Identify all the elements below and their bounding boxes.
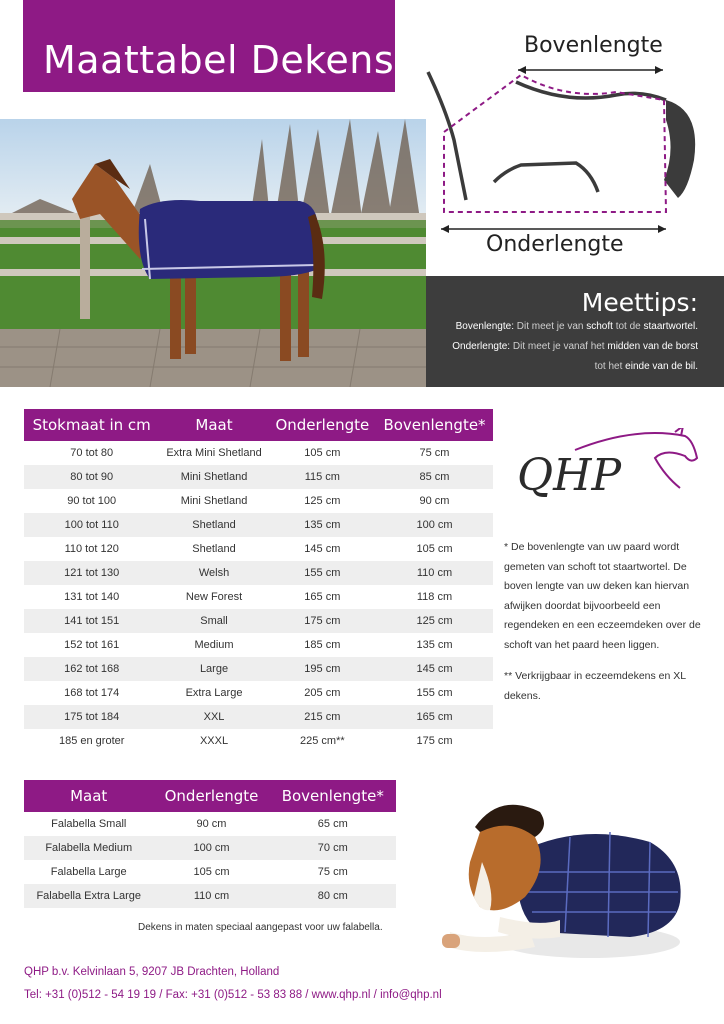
header-maat: Maat — [24, 780, 153, 812]
cell-maat: Extra Large — [185, 687, 243, 699]
tips-line-2 — [452, 341, 698, 352]
footnote-1: * De bovenlengte van uw paard wordt gemeten van schoft tot staartwortel. De boven lengte van uw deken kan hiervan afwijken doordat bijvoorbeeld een regendeken en een eczeemdeken over de schoft van het paard heen liggen. — [504, 541, 701, 651]
cell-maat: Falabella Medium — [24, 836, 153, 860]
cell-bovenlengte: 70 cm — [270, 836, 396, 860]
cell-onderlengte: 105 cm — [193, 866, 230, 878]
cell-bovenlengte: 80 cm — [270, 884, 396, 908]
footnote-2: ** Verkrijgbaar in eczeemdekens en XL dekens. — [504, 670, 686, 702]
size-table — [24, 409, 493, 753]
cell-onderlengte: 145 cm — [304, 543, 341, 555]
footnotes — [504, 538, 704, 718]
qhp-logo — [515, 428, 700, 498]
header-maat: Maat — [159, 409, 268, 441]
table-row — [24, 513, 493, 537]
tips-line-1-text-d: staartwortel. — [643, 321, 698, 332]
cell-stokmaat: 162 tot 168 — [24, 657, 159, 681]
tips-line-2-text-b: midden van de borst — [607, 341, 698, 352]
cell-onderlengte: 155 cm — [269, 561, 376, 585]
cell-maat: Mini Shetland — [159, 465, 268, 489]
cell-stokmaat: 110 tot 120 — [64, 543, 119, 555]
cell-maat: New Forest — [185, 591, 243, 603]
qhp-logo-text: QHP — [517, 450, 622, 498]
table-row — [24, 585, 493, 609]
header-bovenlengte: Bovenlengte* — [376, 409, 493, 441]
cell-stokmaat: 131 tot 140 — [64, 591, 120, 603]
table-row — [24, 657, 493, 681]
falabella-caption: Dekens in maten speciaal aangepast voor uw falabella. — [138, 922, 383, 933]
cell-stokmaat: 90 tot 100 — [67, 495, 117, 507]
tips-line-3 — [595, 361, 698, 372]
cell-stokmaat: 121 tot 130 — [24, 561, 159, 585]
plush-horse-image — [440, 792, 690, 962]
cell-onderlengte: 205 cm — [304, 687, 341, 699]
table-row — [24, 633, 493, 657]
table-row — [24, 836, 396, 860]
cell-bovenlengte: 90 cm — [419, 495, 450, 507]
cell-bovenlengte: 135 cm — [416, 639, 453, 651]
cell-bovenlengte: 85 cm — [376, 465, 493, 489]
cell-stokmaat: 141 tot 151 — [24, 609, 159, 633]
table-row — [24, 681, 493, 705]
cell-onderlengte: 110 cm — [153, 884, 269, 908]
tips-line-1-text-c: tot de — [615, 321, 641, 332]
falabella-table-header — [24, 780, 396, 812]
table-row — [24, 465, 493, 489]
cell-maat: Welsh — [159, 561, 268, 585]
header-onderlengte: Onderlengte — [269, 409, 376, 441]
footer-address: QHP b.v. Kelvinlaan 5, 9207 JB Drachten, Holland — [24, 966, 280, 978]
cell-onderlengte: 185 cm — [304, 639, 341, 651]
cell-maat: Small — [159, 609, 268, 633]
table-row — [24, 609, 493, 633]
cell-maat: Falabella Small — [51, 818, 127, 830]
falabella-table — [24, 780, 396, 908]
tips-line-3-text-a: tot het — [594, 361, 623, 372]
table-row — [24, 489, 493, 513]
cell-onderlengte: 225 cm** — [300, 735, 345, 747]
cell-maat: Medium — [194, 639, 234, 651]
cell-bovenlengte: 110 cm — [376, 561, 493, 585]
cell-bovenlengte: 100 cm — [376, 513, 493, 537]
cell-stokmaat: 100 tot 110 — [24, 513, 159, 537]
cell-maat: Mini Shetland — [180, 495, 248, 507]
measuring-tips-panel — [426, 276, 724, 387]
cell-onderlengte: 125 cm — [304, 495, 341, 507]
cell-maat: XXXL — [199, 735, 229, 747]
measurement-diagram — [426, 0, 724, 275]
cell-bovenlengte: 75 cm — [419, 447, 450, 459]
page-title: Maattabel Dekens — [43, 38, 395, 82]
cell-stokmaat: 152 tot 161 — [64, 639, 120, 651]
cell-bovenlengte: 175 cm — [416, 735, 453, 747]
header-stokmaat: Stokmaat in cm — [24, 409, 159, 441]
tips-line-3-text-b: einde van de bil. — [625, 361, 698, 372]
tips-line-1-text-a: Dit meet je van — [516, 321, 584, 332]
tips-title: Meettips: — [581, 288, 698, 317]
cell-onderlengte: 165 cm — [304, 591, 341, 603]
title-banner — [23, 0, 395, 92]
tips-line-1-text-b: schoft — [586, 321, 613, 332]
cell-bovenlengte: 155 cm — [416, 687, 453, 699]
size-table-header — [24, 409, 493, 441]
cell-onderlengte: 115 cm — [269, 465, 376, 489]
table-row — [24, 441, 493, 465]
cell-bovenlengte: 125 cm — [376, 609, 493, 633]
tips-line-2-label: Onderlengte: — [452, 341, 511, 352]
cell-onderlengte: 175 cm — [269, 609, 376, 633]
cell-stokmaat: 185 en groter — [58, 735, 125, 747]
cell-maat: Falabella Extra Large — [24, 884, 153, 908]
table-row — [24, 537, 493, 561]
cell-bovenlengte: 118 cm — [416, 591, 453, 603]
cell-stokmaat: 80 tot 90 — [24, 465, 159, 489]
cell-onderlengte: 90 cm — [196, 818, 227, 830]
header-bovenlengte: Bovenlengte* — [270, 780, 396, 812]
bottom-length-label: Onderlengte — [486, 232, 624, 257]
cell-onderlengte: 100 cm — [153, 836, 269, 860]
cell-onderlengte: 195 cm — [269, 657, 376, 681]
cell-bovenlengte: 145 cm — [376, 657, 493, 681]
cell-maat: Shetland — [159, 513, 268, 537]
cell-stokmaat: 168 tot 174 — [64, 687, 120, 699]
cell-bovenlengte: 165 cm — [376, 705, 493, 729]
table-row — [24, 884, 396, 908]
cell-bovenlengte: 65 cm — [317, 818, 348, 830]
table-row — [24, 561, 493, 585]
header-onderlengte: Onderlengte — [153, 780, 269, 812]
cell-onderlengte: 135 cm — [269, 513, 376, 537]
horse-photo — [0, 119, 426, 387]
tips-line-1-label: Bovenlengte: — [455, 321, 514, 332]
cell-bovenlengte: 105 cm — [416, 543, 453, 555]
table-row — [24, 705, 493, 729]
cell-maat: Shetland — [192, 543, 236, 555]
cell-maat: Large — [159, 657, 268, 681]
cell-stokmaat: 70 tot 80 — [70, 447, 114, 459]
cell-maat: XXL — [159, 705, 268, 729]
tips-line-2-text-a: Dit meet je vanaf het — [512, 341, 605, 352]
table-row — [24, 729, 493, 753]
table-row — [24, 812, 396, 836]
cell-onderlengte: 105 cm — [304, 447, 341, 459]
table-row — [24, 860, 396, 884]
cell-bovenlengte: 75 cm — [317, 866, 348, 878]
cell-stokmaat: 175 tot 184 — [24, 705, 159, 729]
footer-contact: Tel: +31 (0)512 - 54 19 19 / Fax: +31 (0)512 - 53 83 88 / www.qhp.nl / info@qhp.nl — [24, 989, 442, 1001]
cell-maat: Extra Mini Shetland — [166, 447, 262, 459]
cell-maat: Falabella Large — [50, 866, 127, 878]
top-length-label: Bovenlengte — [524, 33, 663, 58]
tips-line-1 — [456, 321, 698, 332]
cell-onderlengte: 215 cm — [269, 705, 376, 729]
